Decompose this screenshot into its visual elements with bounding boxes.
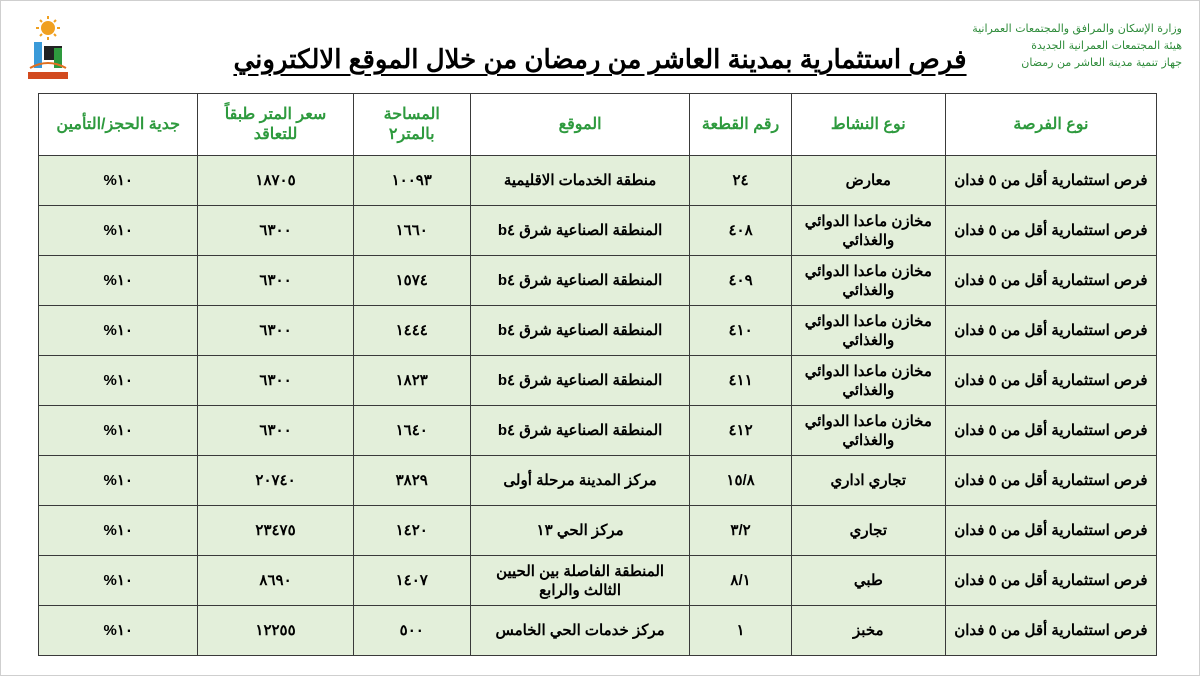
cell-area: ١٥٧٤	[353, 256, 470, 306]
header-opportunity-type: نوع الفرصة	[945, 94, 1156, 156]
cell-activity: مخازن ماعدا الدوائي والغذائي	[791, 256, 945, 306]
table-header-row	[39, 94, 1157, 156]
header-location: الموقع	[470, 94, 690, 156]
cell-activity: مخازن ماعدا الدوائي والغذائي	[791, 356, 945, 406]
cell-location: المنطقة الصناعية شرق b٤	[470, 306, 690, 356]
cell-type: فرص استثمارية أقل من ٥ فدان	[945, 506, 1156, 556]
cell-price: ٦٣٠٠	[198, 256, 353, 306]
cell-plot: ٣/٢	[690, 506, 791, 556]
cell-price: ٦٣٠٠	[198, 356, 353, 406]
cell-price: ١٨٧٠٥	[198, 156, 353, 206]
cell-deposit: ١٠%	[39, 406, 198, 456]
city-logo	[24, 14, 72, 84]
cell-area: ٥٠٠	[353, 606, 470, 656]
cell-price: ٢٣٤٧٥	[198, 506, 353, 556]
cell-price: ٢٠٧٤٠	[198, 456, 353, 506]
cell-location: منطقة الخدمات الاقليمية	[470, 156, 690, 206]
cell-deposit: ١٠%	[39, 456, 198, 506]
cell-location: المنطقة الصناعية شرق b٤	[470, 206, 690, 256]
cell-plot: ٤٠٩	[690, 256, 791, 306]
page-title: فرص استثمارية بمدينة العاشر من رمضان من خلال الموقع الالكتروني	[233, 44, 967, 74]
table-row	[39, 606, 1157, 656]
cell-activity: مخازن ماعدا الدوائي والغذائي	[791, 306, 945, 356]
cell-deposit: ١٠%	[39, 256, 198, 306]
table-row	[39, 356, 1157, 406]
cell-deposit: ١٠%	[39, 606, 198, 656]
cell-area: ١٠٠٩٣	[353, 156, 470, 206]
table-row	[39, 456, 1157, 506]
cell-price: ٦٣٠٠	[198, 206, 353, 256]
cell-activity: معارض	[791, 156, 945, 206]
cell-deposit: ١٠%	[39, 506, 198, 556]
cell-activity: مخازن ماعدا الدوائي والغذائي	[791, 206, 945, 256]
cell-type: فرص استثمارية أقل من ٥ فدان	[945, 256, 1156, 306]
table-row	[39, 306, 1157, 356]
cell-location: المنطقة الصناعية شرق b٤	[470, 356, 690, 406]
cell-area: ١٦٤٠	[353, 406, 470, 456]
cell-area: ٣٨٢٩	[353, 456, 470, 506]
cell-plot: ٤١٢	[690, 406, 791, 456]
table-row	[39, 206, 1157, 256]
cell-area: ١٤٠٧	[353, 556, 470, 606]
cell-plot: ١	[690, 606, 791, 656]
cell-type: فرص استثمارية أقل من ٥ فدان	[945, 456, 1156, 506]
cell-deposit: ١٠%	[39, 556, 198, 606]
cell-price: ٦٣٠٠	[198, 306, 353, 356]
cell-deposit: ١٠%	[39, 156, 198, 206]
cell-type: فرص استثمارية أقل من ٥ فدان	[945, 156, 1156, 206]
authority-line: هيئة المجتمعات العمرانية الجديدة	[1031, 39, 1182, 52]
opportunities-table	[38, 93, 1157, 656]
cell-plot: ٨/١	[690, 556, 791, 606]
cell-plot: ٢٤	[690, 156, 791, 206]
cell-type: فرص استثمارية أقل من ٥ فدان	[945, 606, 1156, 656]
table-row	[39, 406, 1157, 456]
cell-location: المنطقة الصناعية شرق b٤	[470, 256, 690, 306]
header-price: سعر المتر طبقاً للتعاقد	[198, 94, 353, 156]
cell-type: فرص استثمارية أقل من ٥ فدان	[945, 356, 1156, 406]
cell-plot: ٤١١	[690, 356, 791, 406]
header-deposit: جدية الحجز/التأمين	[39, 94, 198, 156]
cell-type: فرص استثمارية أقل من ٥ فدان	[945, 556, 1156, 606]
cell-location: مركز المدينة مرحلة أولى	[470, 456, 690, 506]
cell-location: مركز خدمات الحي الخامس	[470, 606, 690, 656]
cell-area: ١٦٦٠	[353, 206, 470, 256]
cell-price: ٨٦٩٠	[198, 556, 353, 606]
cell-type: فرص استثمارية أقل من ٥ فدان	[945, 206, 1156, 256]
cell-plot: ٤١٠	[690, 306, 791, 356]
header-activity-type: نوع النشاط	[791, 94, 945, 156]
cell-area: ١٤٤٤	[353, 306, 470, 356]
cell-plot: ٤٠٨	[690, 206, 791, 256]
cell-type: فرص استثمارية أقل من ٥ فدان	[945, 306, 1156, 356]
table-row	[39, 556, 1157, 606]
cell-price: ١٢٢٥٥	[198, 606, 353, 656]
header-area: المساحة بالمتر٢	[353, 94, 470, 156]
cell-price: ٦٣٠٠	[198, 406, 353, 456]
cell-activity: تجاري	[791, 506, 945, 556]
cell-plot: ١٥/٨	[690, 456, 791, 506]
agency-line: جهاز تنمية مدينة العاشر من رمضان	[1021, 56, 1182, 69]
table-row	[39, 256, 1157, 306]
table-row	[39, 156, 1157, 206]
cell-location: المنطقة الصناعية شرق b٤	[470, 406, 690, 456]
cell-location: مركز الحي ١٣	[470, 506, 690, 556]
header-plot-number: رقم القطعة	[690, 94, 791, 156]
cell-activity: مخبز	[791, 606, 945, 656]
cell-deposit: ١٠%	[39, 206, 198, 256]
cell-deposit: ١٠%	[39, 356, 198, 406]
cell-type: فرص استثمارية أقل من ٥ فدان	[945, 406, 1156, 456]
cell-deposit: ١٠%	[39, 306, 198, 356]
cell-activity: طبي	[791, 556, 945, 606]
cell-location: المنطقة الفاصلة بين الحيين الثالث والرابع	[470, 556, 690, 606]
cell-activity: تجاري اداري	[791, 456, 945, 506]
cell-activity: مخازن ماعدا الدوائي والغذائي	[791, 406, 945, 456]
table-row	[39, 506, 1157, 556]
ministry-line: وزارة الإسكان والمرافق والمجتمعات العمرانية	[972, 22, 1182, 35]
cell-area: ١٨٢٣	[353, 356, 470, 406]
cell-area: ١٤٢٠	[353, 506, 470, 556]
